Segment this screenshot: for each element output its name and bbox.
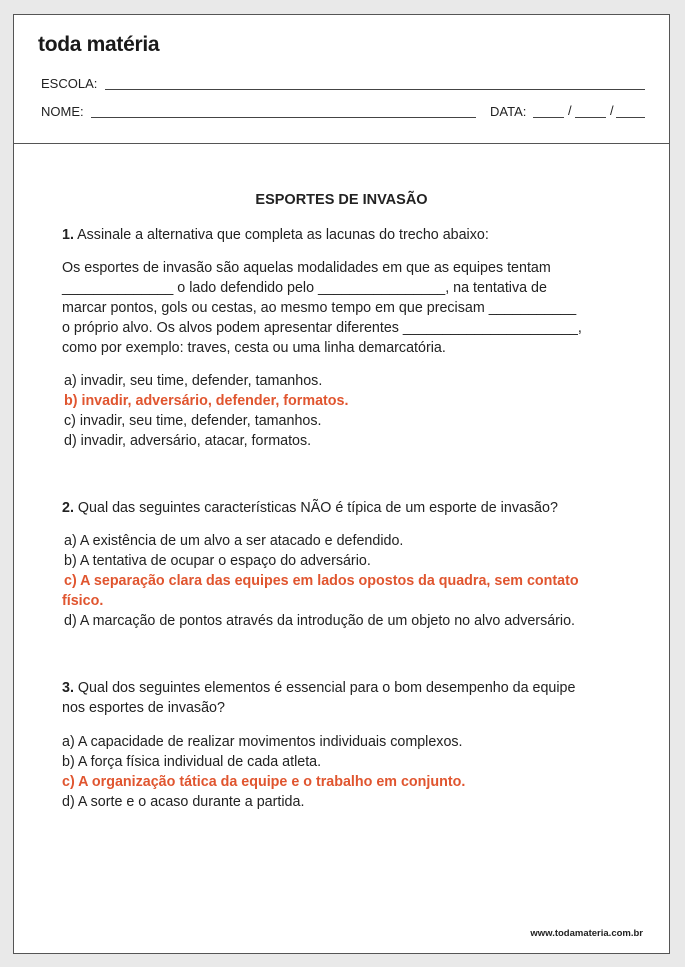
school-input-line[interactable]: [105, 89, 645, 90]
name-input-line[interactable]: [91, 117, 476, 118]
passage-line: Os esportes de invasão são aquelas modalidades em que as equipes tentam: [62, 260, 551, 276]
question-text: Qual das seguintes características NÃO é típica de um esporte de invasão?: [77, 500, 558, 516]
header-section: [14, 15, 669, 144]
date-label: DATA:: [490, 104, 527, 119]
q1-option-a[interactable]: a) invadir, seu time, defender, tamanhos.: [64, 373, 323, 389]
date-month-line[interactable]: [575, 117, 606, 118]
q3-option-a[interactable]: a) A capacidade de realizar movimentos individuais complexos.: [62, 734, 463, 750]
q3-option-b[interactable]: b) A força física individual de cada atleta.: [62, 754, 322, 770]
question-number: 1.: [62, 227, 74, 243]
question-number: 3.: [62, 680, 74, 696]
name-label: NOME:: [41, 104, 84, 119]
worksheet-page: [13, 14, 670, 954]
worksheet-title: ESPORTES DE INVASÃO: [255, 192, 428, 208]
question-text: Assinale a alternativa que completa as lacunas do trecho abaixo:: [77, 227, 489, 243]
date-year-line[interactable]: [616, 117, 645, 118]
q2-option-c-answer-cont[interactable]: físico.: [62, 593, 104, 609]
q1-option-c[interactable]: c) invadir, seu time, defender, tamanhos.: [64, 413, 322, 429]
question-3-prompt: [62, 678, 575, 698]
footer-url[interactable]: www.todamateria.com.br: [530, 928, 643, 939]
q2-option-a[interactable]: a) A existência de um alvo a ser atacado e defendido.: [64, 533, 404, 549]
question-2-prompt: [62, 498, 558, 518]
question-3-prompt-cont: nos esportes de invasão?: [62, 700, 225, 716]
q3-option-c-answer[interactable]: c) A organização tática da equipe e o trabalho em conjunto.: [62, 774, 466, 790]
q2-option-d[interactable]: d) A marcação de pontos através da introdução de um objeto no alvo adversário.: [64, 613, 576, 629]
q3-option-d[interactable]: d) A sorte e o acaso durante a partida.: [62, 794, 305, 810]
school-label: ESCOLA:: [41, 76, 98, 91]
question-1-prompt: [62, 225, 489, 245]
date-separator: /: [568, 103, 572, 118]
brand-logo: toda matéria: [38, 33, 160, 56]
question-text: Qual dos seguintes elementos é essencial para o bom desempenho da equipe: [77, 680, 576, 696]
q1-option-b-answer[interactable]: b) invadir, adversário, defender, formatos.: [64, 393, 349, 409]
passage-line: como por exemplo: traves, cesta ou uma linha demarcatória.: [62, 340, 446, 356]
question-number: 2.: [62, 500, 74, 516]
q2-option-b[interactable]: b) A tentativa de ocupar o espaço do adversário.: [64, 553, 371, 569]
date-separator: /: [610, 103, 614, 118]
passage-line: o próprio alvo. Os alvos podem apresentar diferentes ______________________,: [62, 320, 582, 336]
q2-option-c-answer[interactable]: c) A separação clara das equipes em lados opostos da quadra, sem contato: [64, 573, 579, 589]
passage-line: ______________ o lado defendido pelo ________________, na tentativa de: [62, 280, 547, 296]
date-day-line[interactable]: [533, 117, 564, 118]
passage-line: marcar pontos, gols ou cestas, ao mesmo tempo em que precisam ___________: [62, 300, 577, 316]
q1-option-d[interactable]: d) invadir, adversário, atacar, formatos.: [64, 433, 312, 449]
